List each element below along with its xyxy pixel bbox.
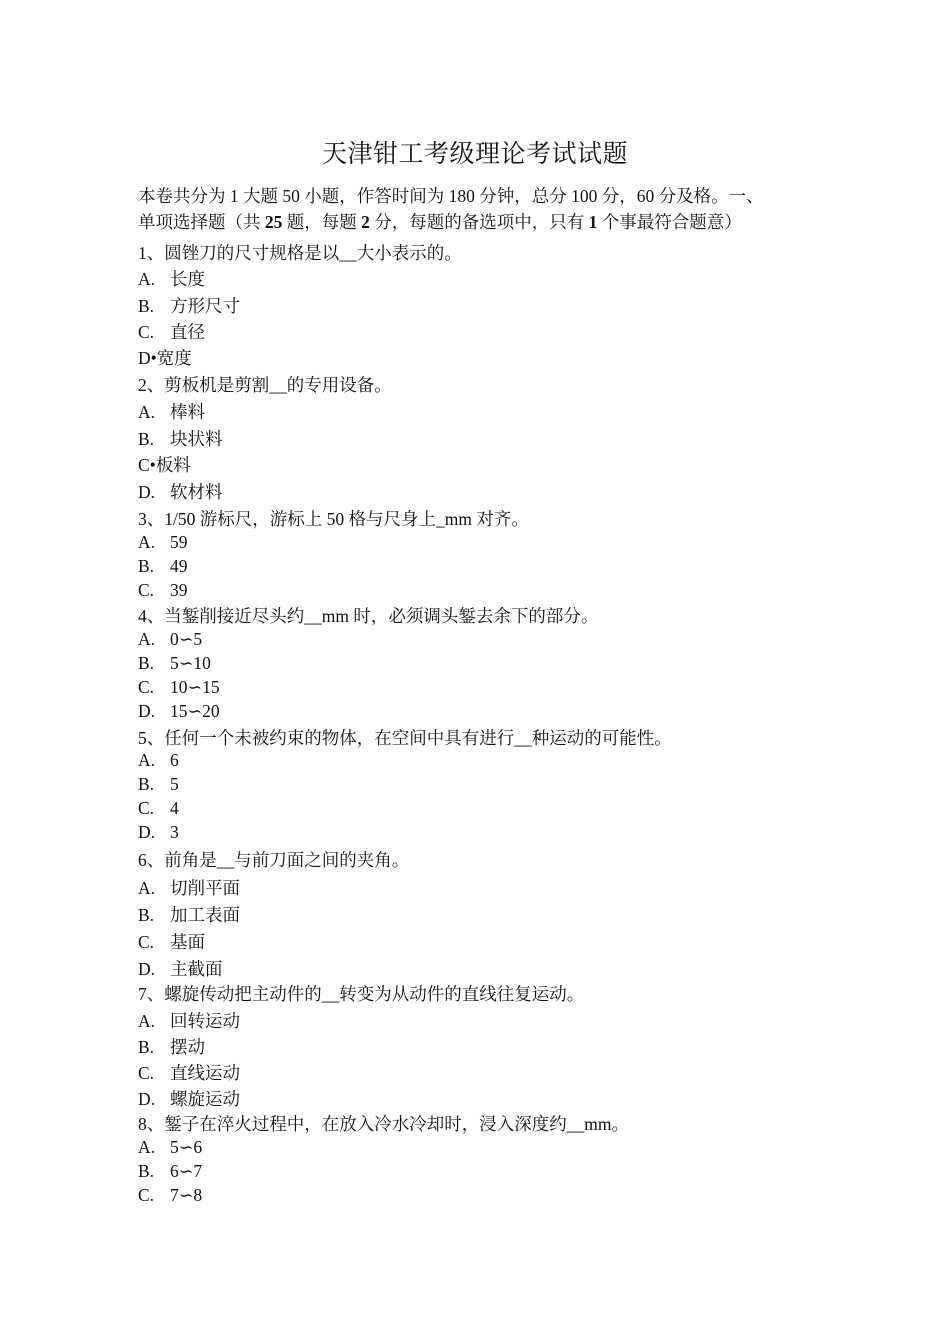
question-3: 3、1/50 游标尺，游标上 50 格与尺身上_mm 对齐。 — [138, 509, 529, 529]
option-text: 主截面 — [170, 959, 223, 979]
option-text: 加工表面 — [170, 905, 240, 925]
option-letter: C. — [138, 1185, 155, 1205]
option-letter: D. — [138, 701, 156, 721]
option-text: 10∽15 — [170, 677, 220, 697]
option-letter: B. — [138, 1161, 155, 1181]
option-text: 棒料 — [170, 402, 205, 422]
option-letter: A. — [138, 269, 156, 289]
option-text: 49 — [170, 556, 188, 576]
option-4b — [138, 653, 211, 674]
intro-bold-points: 2 — [361, 212, 370, 232]
option-letter: C• — [138, 455, 156, 475]
option-letter: C. — [138, 677, 155, 697]
option-text: 方形尺寸 — [170, 296, 240, 316]
intro-text: 单项选择题（共 — [138, 212, 265, 232]
option-letter: A. — [138, 1011, 156, 1031]
option-text: 摆动 — [170, 1037, 205, 1057]
option-text: 15∽20 — [170, 701, 220, 721]
exam-intro — [138, 183, 828, 235]
intro-text: 个事最符合题意） — [597, 212, 742, 232]
option-letter: D. — [138, 482, 156, 502]
option-letter: A. — [138, 1137, 156, 1157]
intro-text: 分，每题的备选项中，只有 — [369, 212, 589, 232]
option-6d — [138, 956, 223, 981]
option-4d — [138, 701, 220, 722]
question-7: 7、螺旋传动把主动件的__转变为从动件的直线往复运动。 — [138, 984, 585, 1004]
option-text: 5∽10 — [170, 653, 211, 673]
option-letter: A. — [138, 878, 156, 898]
option-letter: B. — [138, 1037, 155, 1057]
option-2d — [138, 479, 223, 504]
option-letter: C. — [138, 1063, 155, 1083]
question-5: 5、任何一个未被约束的物体，在空间中具有进行__种运动的可能性。 — [138, 728, 672, 748]
option-letter: C. — [138, 322, 155, 342]
option-1a — [138, 266, 205, 291]
option-text: 59 — [170, 532, 188, 552]
option-7a — [138, 1008, 240, 1033]
question-4: 4、当錾削接近尽头约__mm 时，必须调头錾去余下的部分。 — [138, 606, 599, 626]
option-4c — [138, 677, 220, 698]
intro-bold-count: 25 — [264, 212, 283, 232]
option-text: 回转运动 — [170, 1011, 240, 1031]
option-3c — [138, 580, 188, 601]
intro-line-1: 本卷共分为 1 大题 50 小题，作答时间为 180 分钟，总分 100 分，60 分及格。一、 — [138, 186, 764, 206]
option-2a — [138, 399, 205, 424]
intro-text: 题，每题 — [282, 212, 362, 232]
option-letter: B. — [138, 905, 155, 925]
option-letter: C. — [138, 932, 155, 952]
option-text: 39 — [170, 580, 188, 600]
question-6: 6、前角是__与前刀面之间的夹角。 — [138, 850, 410, 870]
option-letter: D• — [138, 348, 157, 368]
question-2: 2、剪板机是剪割__的专用设备。 — [138, 375, 392, 395]
option-text: 软材料 — [170, 482, 223, 502]
option-4a — [138, 629, 202, 650]
option-text: 6 — [170, 750, 179, 770]
option-text: 切削平面 — [170, 878, 240, 898]
option-letter: B. — [138, 429, 155, 449]
option-7c — [138, 1060, 240, 1085]
option-letter: C. — [138, 798, 155, 818]
option-text: 5∽6 — [170, 1137, 203, 1157]
intro-line-2 — [138, 209, 828, 235]
option-7b — [138, 1034, 205, 1059]
option-letter: A. — [138, 629, 156, 649]
option-letter: B. — [138, 653, 155, 673]
option-1b — [138, 293, 240, 318]
option-letter: A. — [138, 532, 156, 552]
option-letter: C. — [138, 580, 155, 600]
option-letter: D. — [138, 822, 156, 842]
question-8: 8、錾子在淬火过程中，在放入冷水冷却时，浸入深度约__mm。 — [138, 1114, 629, 1134]
option-3b — [138, 556, 188, 577]
option-text: 7∽8 — [170, 1185, 203, 1205]
option-5c — [138, 798, 179, 819]
option-3a — [138, 532, 188, 553]
option-text: 6∽7 — [170, 1161, 203, 1181]
option-letter: B. — [138, 556, 155, 576]
option-letter: A. — [138, 750, 156, 770]
option-8c — [138, 1185, 202, 1206]
option-2c — [138, 452, 191, 477]
option-letter: B. — [138, 774, 155, 794]
option-text: 5 — [170, 774, 179, 794]
option-6b — [138, 902, 240, 927]
option-6c — [138, 929, 205, 954]
option-text: 基面 — [170, 932, 205, 952]
option-letter: D. — [138, 959, 156, 979]
option-8b — [138, 1161, 202, 1182]
option-text: 宽度 — [156, 348, 192, 368]
option-5a — [138, 750, 179, 771]
option-5b — [138, 774, 179, 795]
intro-bold-one: 1 — [588, 212, 598, 232]
option-1c — [138, 319, 205, 344]
option-5d — [138, 822, 179, 843]
option-text: 3 — [170, 822, 179, 842]
option-text: 长度 — [170, 269, 205, 289]
option-7d — [138, 1086, 240, 1111]
option-text: 4 — [170, 798, 179, 818]
option-text: 板料 — [155, 455, 191, 475]
question-1: 1、圆锉刀的尺寸规格是以__大小表示的。 — [138, 243, 462, 263]
page-title: 天津钳工考级理论考试试题 — [321, 141, 628, 168]
option-6a — [138, 875, 240, 900]
option-letter: B. — [138, 296, 155, 316]
option-text: 块状料 — [170, 429, 223, 449]
option-letter: A. — [138, 402, 156, 422]
option-1d — [138, 345, 192, 370]
option-text: 直线运动 — [170, 1063, 240, 1083]
option-text: 直径 — [170, 322, 205, 342]
option-2b — [138, 426, 223, 451]
option-text: 螺旋运动 — [170, 1089, 240, 1109]
option-8a — [138, 1137, 202, 1158]
option-letter: D. — [138, 1089, 156, 1109]
option-text: 0∽5 — [170, 629, 203, 649]
